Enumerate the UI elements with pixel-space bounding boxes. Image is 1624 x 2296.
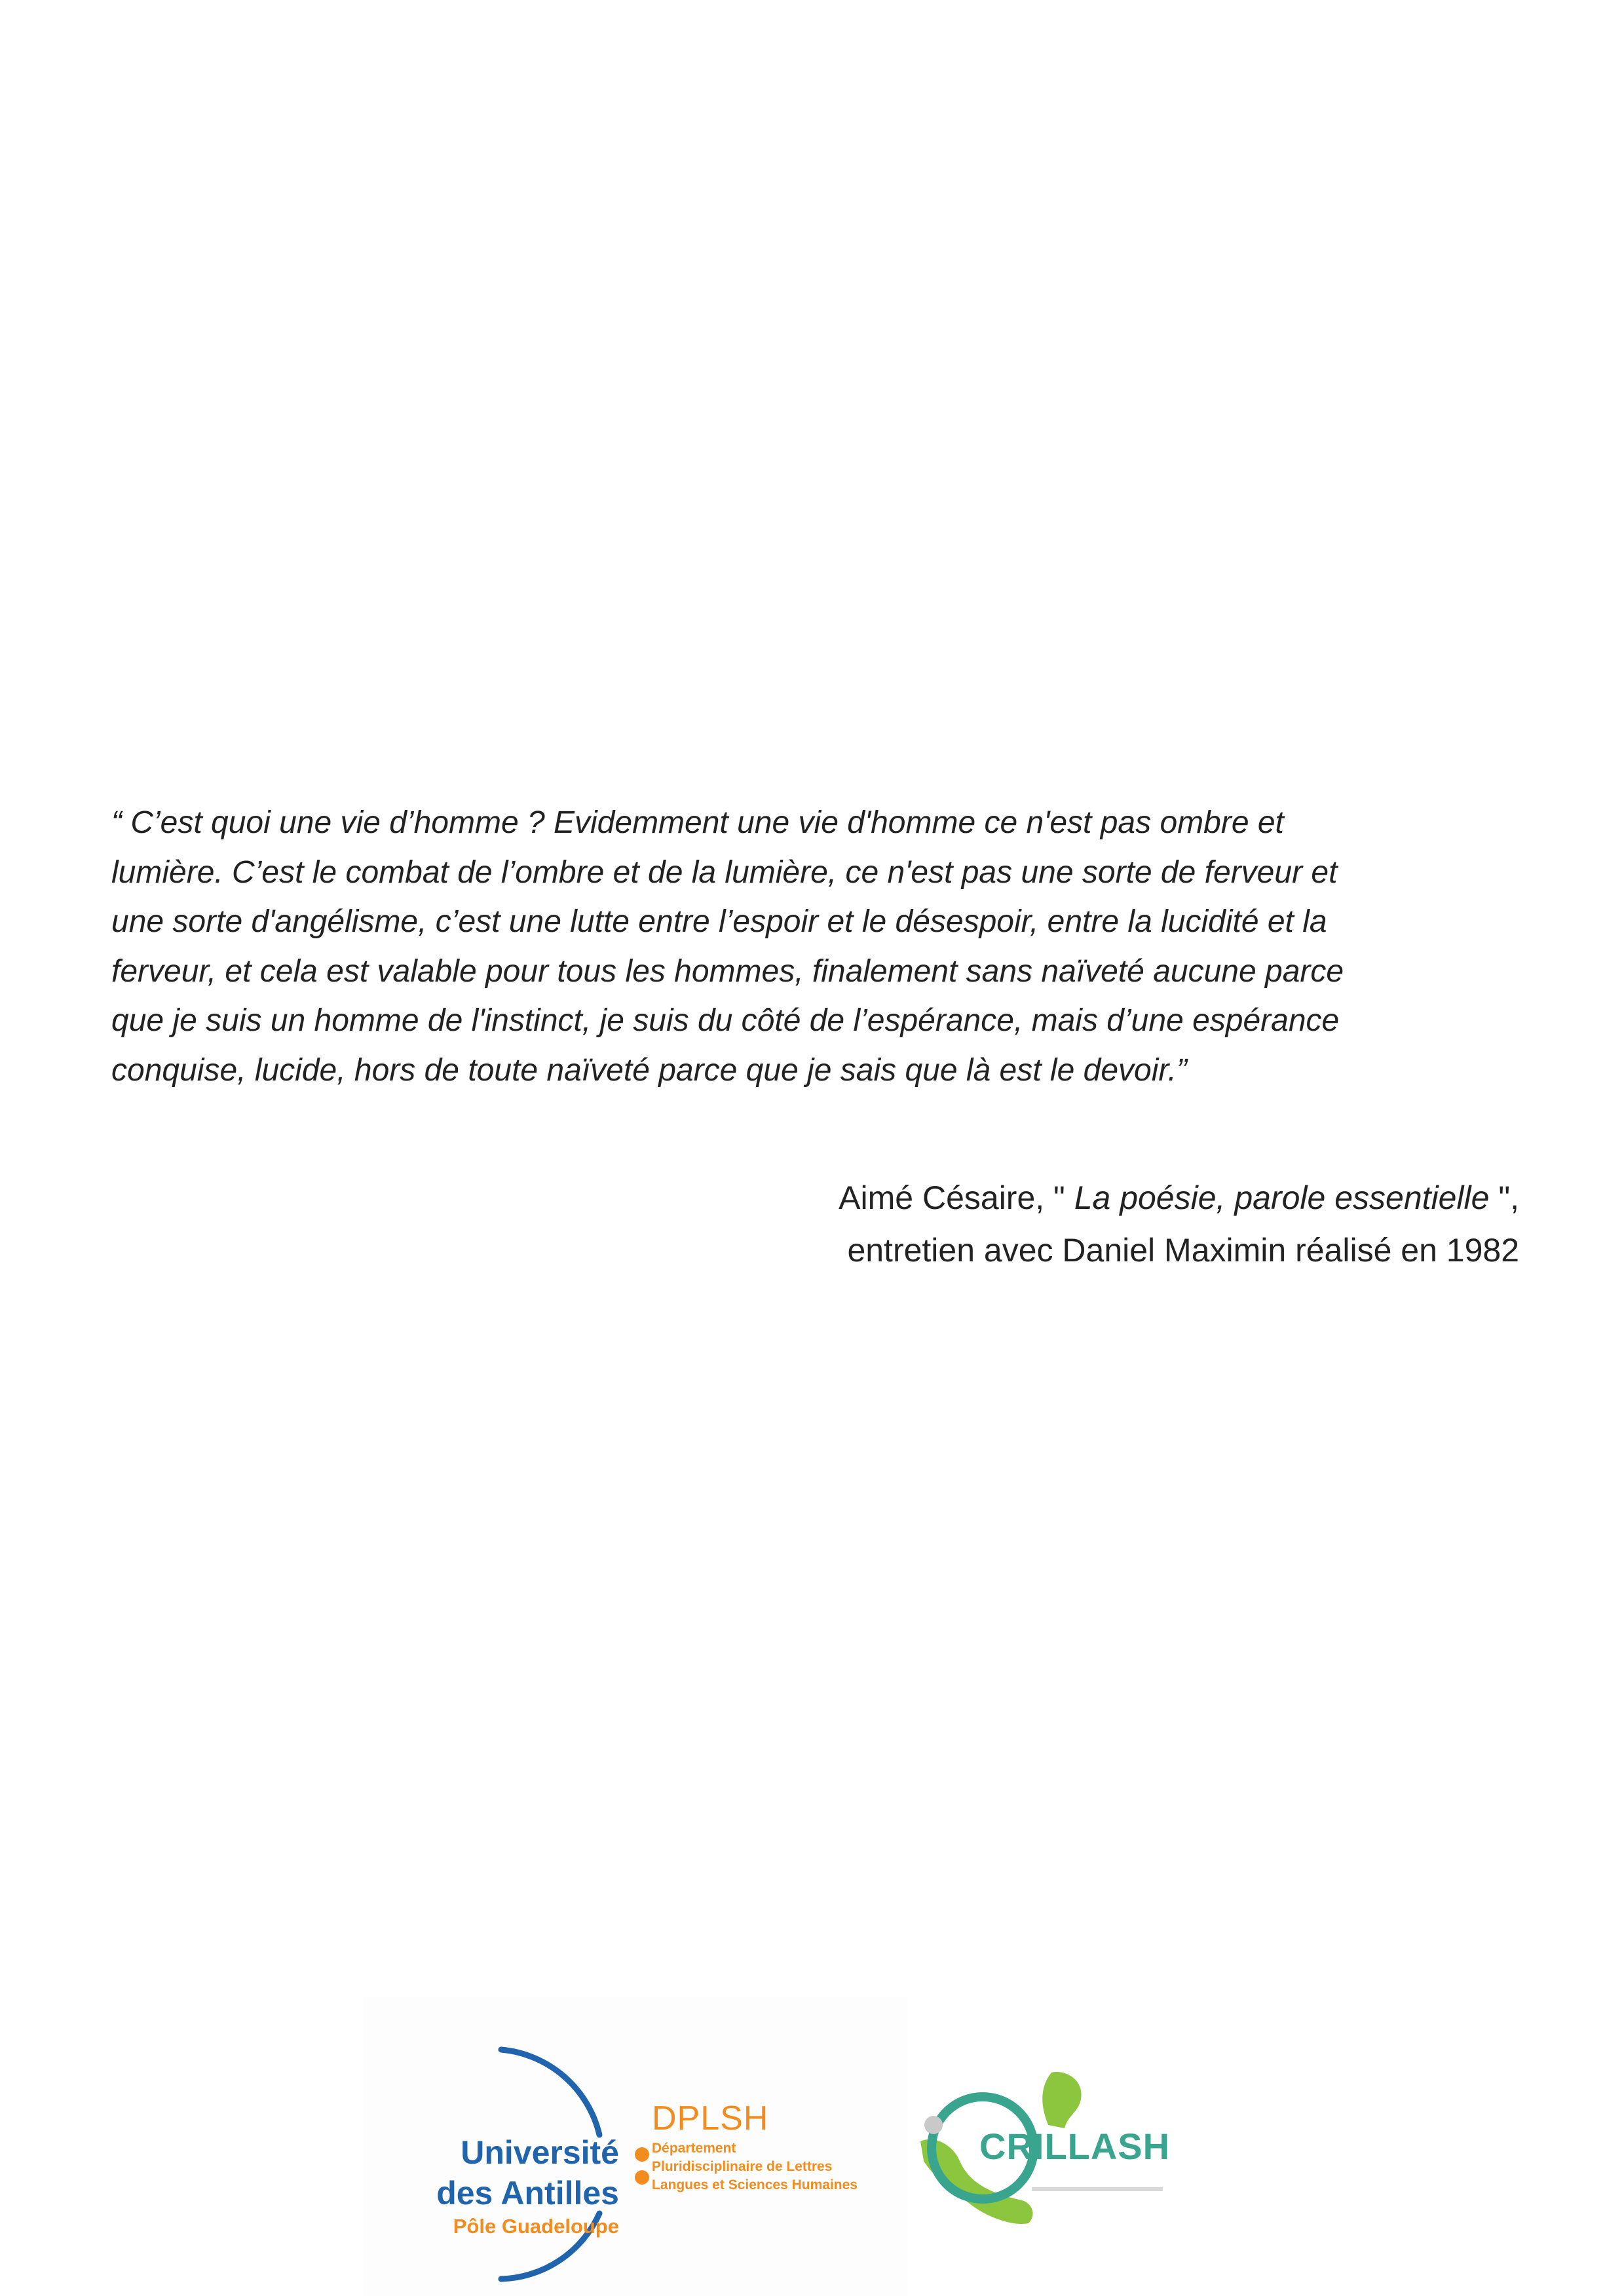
attribution-title-suffix: ", xyxy=(1498,1179,1519,1216)
dplsh-subtitle-line2: Pluridisciplinaire de Lettres xyxy=(652,2159,833,2174)
universite-des-antilles-logo xyxy=(396,2037,658,2286)
quote-line: ferveur, et cela est valable pour tous les hommes, finalement sans naïveté aucune parce xyxy=(111,953,1344,989)
dplsh-logo xyxy=(652,2099,901,2230)
dplsh-subtitle-line1: Département xyxy=(652,2141,736,2156)
dplsh-acronym: DPLSH xyxy=(652,2099,769,2137)
quote-line: que je suis un homme de l'instinct, je suis du côté de l’espérance, mais d’une espérance xyxy=(111,1003,1340,1038)
attribution-block xyxy=(839,1172,1519,1276)
crillash-acronym: CRILLASH xyxy=(979,2126,1171,2167)
quote-line: “ C’est quoi une vie d’homme ? Evidemment une vie d'homme ce n'est pas ombre et xyxy=(111,805,1284,840)
universite-name-line2: des Antilles xyxy=(436,2175,619,2211)
crillash-logo xyxy=(907,2063,1169,2233)
logos-band xyxy=(364,1997,907,2296)
quote-line: lumière. C’est le combat de l’ombre et de la lumière, ce n'est pas une sorte de ferveur et xyxy=(111,854,1338,890)
quote-block xyxy=(111,798,1526,1095)
quote-line: une sorte d'angélisme, c’est une lutte entre l’espoir et le désespoir, entre la lucidité et la xyxy=(111,904,1327,939)
universite-pole: Pôle Guadeloupe xyxy=(453,2215,619,2238)
attribution-line-2: entretien avec Daniel Maximin réalisé en 1982 xyxy=(847,1232,1519,1269)
attribution-line-1 xyxy=(839,1172,1519,1224)
attribution-work-title: La poésie, parole essentielle xyxy=(1065,1179,1499,1216)
dplsh-subtitle-line3: Langues et Sciences Humaines xyxy=(652,2177,858,2192)
universite-name-line1: Université xyxy=(461,2134,619,2171)
quote-line: conquise, lucide, hors de toute naïveté parce que je sais que là est le devoir.” xyxy=(111,1052,1187,1088)
attribution-author: Aimé Césaire, " xyxy=(839,1179,1065,1216)
